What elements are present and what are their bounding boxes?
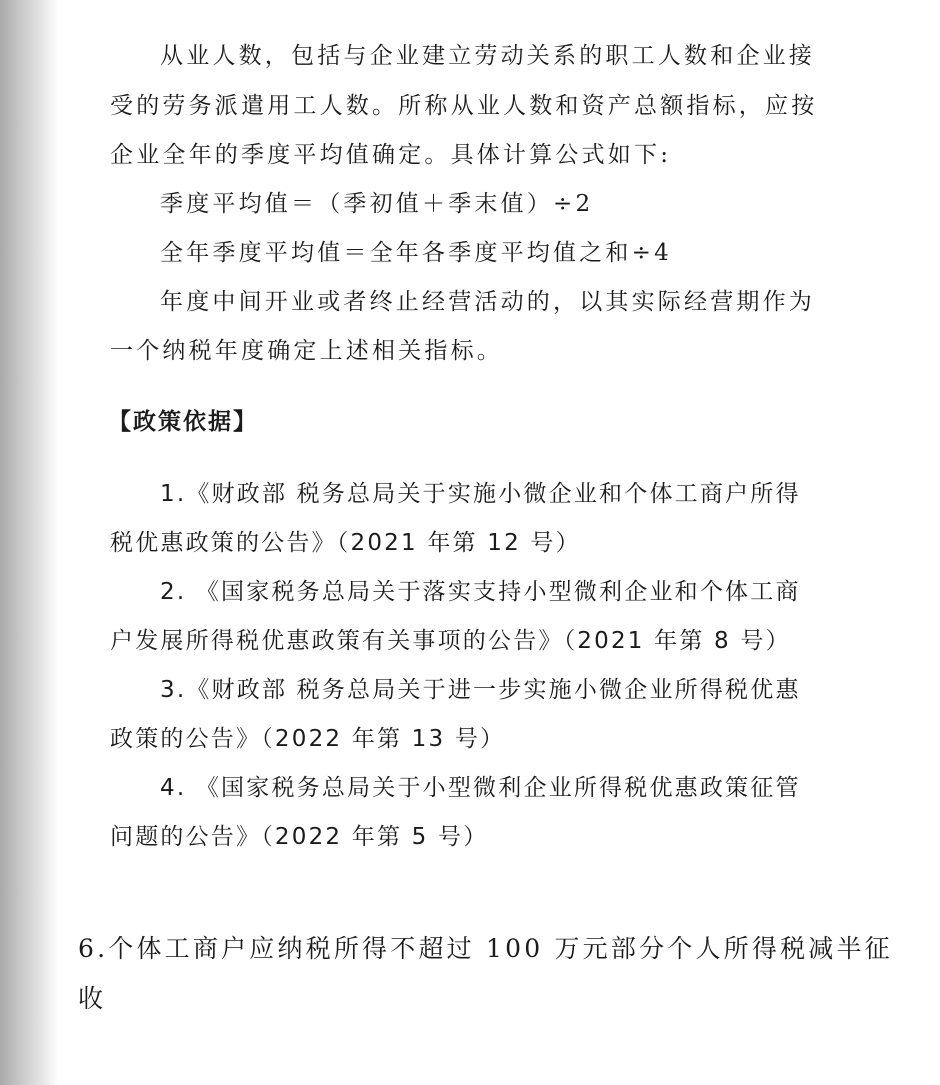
paragraph-line: 一个纳税年度确定上述相关指标。 [110, 338, 503, 364]
paragraph-line: 从业人数，包括与企业建立劳动关系的职工人数和企业接 [160, 43, 815, 69]
document-page [58, 0, 940, 1085]
paragraph-line: 年度中间开业或者终止经营活动的，以其实际经营期作为 [160, 289, 815, 315]
formula-line: 全年季度平均值＝全年各季度平均值之和÷4 [160, 240, 672, 266]
policy-reference-line: 1.《财政部 税务总局关于实施小微企业和个体工商户所得 [160, 481, 801, 507]
formula-line: 季度平均值＝（季初值＋季末值）÷2 [160, 191, 594, 217]
policy-reference-line: 政策的公告》（2022 年第 13 号） [110, 726, 506, 752]
section-heading-line: 6.个体工商户应纳税所得不超过 100 万元部分个人所得税减半征 [78, 934, 893, 963]
policy-basis-heading: 【政策依据】 [108, 409, 258, 435]
paragraph-line: 企业全年的季度平均值确定。具体计算公式如下: [110, 142, 672, 168]
section-heading-line: 收 [78, 984, 107, 1013]
policy-reference-line: 税优惠政策的公告》（2021 年第 12 号） [110, 530, 581, 556]
policy-reference-line: 4. 《国家税务总局关于小型微利企业所得税优惠政策征管 [160, 775, 801, 801]
paragraph-line: 受的劳务派遣用工人数。所称从业人数和资产总额指标，应按 [110, 93, 818, 119]
policy-reference-line: 3.《财政部 税务总局关于进一步实施小微企业所得税优惠 [160, 677, 801, 703]
policy-reference-line: 问题的公告》（2022 年第 5 号） [110, 824, 489, 850]
page-edge-shadow [0, 0, 58, 1085]
policy-reference-line: 户发展所得税优惠政策有关事项的公告》（2021 年第 8 号） [110, 628, 791, 654]
policy-reference-line: 2. 《国家税务总局关于落实支持小型微利企业和个体工商 [160, 579, 801, 605]
